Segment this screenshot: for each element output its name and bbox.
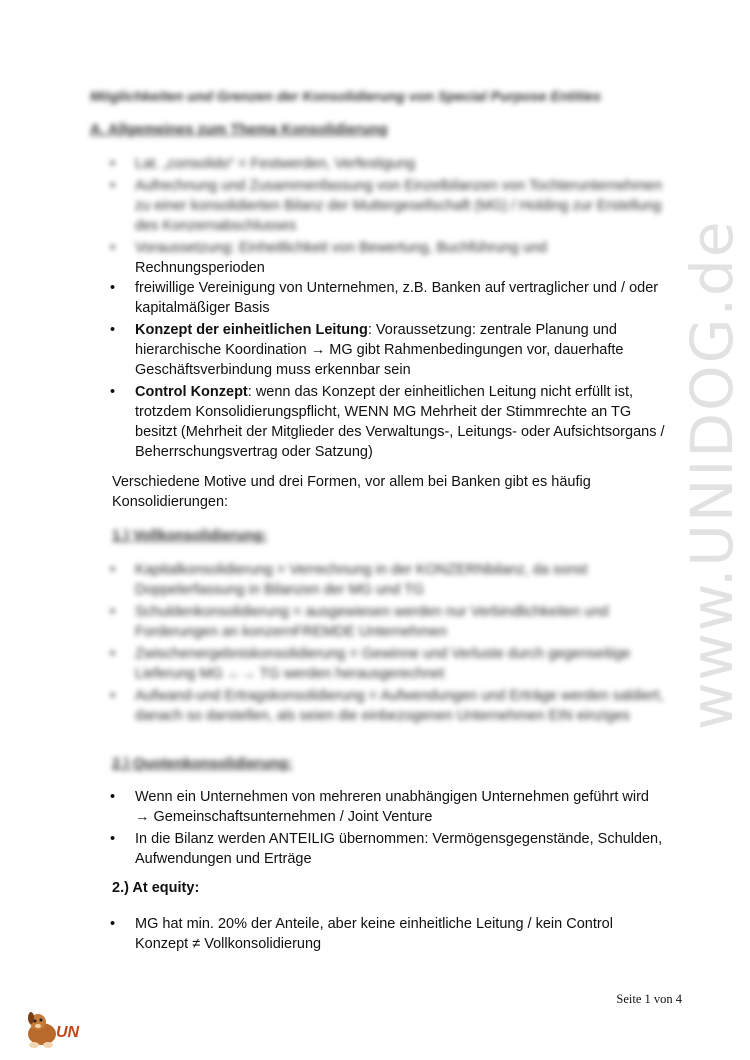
section-2-heading: 2.) Quotenkonsolidierung: bbox=[112, 756, 293, 772]
list-item-bold: Control Konzept bbox=[135, 384, 248, 400]
watermark: www.UNIDOG.de bbox=[678, 219, 746, 730]
list-item-bold: Konzept der einheitlichen Leitung bbox=[135, 322, 368, 338]
page-number: Seite 1 von 4 bbox=[616, 992, 682, 1006]
section-3-heading: 2.) At equity: bbox=[112, 880, 200, 896]
list-item: • Wenn ein Unternehmen von mehreren unabhängigen Unternehmen geführt wird → Gemeinschaftsunternehmen / Joint Venture bbox=[90, 787, 665, 827]
logo-text: UN bbox=[56, 1024, 80, 1041]
list-item-text: : wenn das Konzept der einheitlichen Leitung nicht erfüllt ist, trotzdem Konsolidierungspflicht, WENN MG Mehrheit der Stimmrechte an TG besitzt (Mehrheit der Mitglieder des Verwaltungs-, Leitungs- oder Aufsichtsorgans / Beherrschungsvertrag oder Satzung) bbox=[135, 384, 665, 460]
list-3 bbox=[90, 914, 665, 956]
list-a-clear bbox=[90, 278, 665, 464]
list-1-blurred bbox=[90, 560, 665, 728]
list-item-text: : Voraussetzung: zentrale Planung und hierarchische Koordination → MG gibt Rahmenbedingungen vor, dauerhafte Geschäftsverbindung muss erkennbar sein bbox=[135, 322, 624, 378]
list-item: • Schuldenkonsolidierung = ausgewiesen werden nur Verbindlichkeiten und Forderungen an konzernFREMDE Unternehmen bbox=[90, 602, 665, 642]
section-a-heading: A. Allgemeines zum Thema Konsolidierung bbox=[90, 122, 388, 138]
list-item: • Aufwand-und Ertragskonsolidierung = Aufwendungen und Erträge werden saldiert, danach so darstellen, als seien die einbezogenen Unternehmen EIN einziges bbox=[90, 686, 665, 726]
list-a-tail: Rechnungsperioden bbox=[135, 260, 265, 276]
list-item: • In die Bilanz werden ANTEILIG übernommen: Vermögensgegenstände, Schulden, Aufwendungen und Erträge bbox=[90, 829, 665, 869]
section-1-heading: 1.) Vollkonsolidierung: bbox=[112, 528, 268, 544]
list-item: • Zwischenergebniskonsolidierung = Gewinne und Verluste durch gegenseitige Lieferung MG ←→ TG werden herausgerechnet bbox=[90, 644, 665, 684]
document-title: Möglichkeiten und Grenzen der Konsolidierung von Special Purpose Entities bbox=[90, 88, 602, 104]
list-item: • Lat. „consolido“ = Festwerden, Verfestigung bbox=[90, 154, 665, 174]
list-item bbox=[90, 382, 665, 462]
list-item: • Kapitalkonsolidierung = Verrechnung in der KONZERNbilanz, da sonst Doppelerfassung in Bilanzen der MG und TG bbox=[90, 560, 665, 600]
list-item: • MG hat min. 20% der Anteile, aber keine einheitliche Leitung / kein Control Konzept ≠ Vollkonsolidierung bbox=[90, 914, 665, 954]
list-a-blurred bbox=[90, 154, 665, 260]
dog-logo-icon bbox=[20, 1008, 90, 1050]
list-item bbox=[90, 278, 665, 318]
list-item-text: freiwillige Vereinigung von Unternehmen, z.B. Banken auf vertraglicher und / oder kapitalmäßiger Basis bbox=[135, 280, 659, 316]
list-2 bbox=[90, 787, 665, 871]
list-item: • Voraussetzung: Einheitlichkeit von Bewertung, Buchführung und bbox=[90, 238, 665, 258]
list-item: • Aufrechnung und Zusammenfassung von Einzelbilanzen von Tochterunternehmen zu einer konsolidierten Bilanz der Muttergesellschaft (MG) / Holding zur Erstellung des Konzernabschlusses bbox=[90, 176, 665, 236]
list-item bbox=[90, 320, 665, 380]
intro-paragraph: Verschiedene Motive und drei Formen, vor allem bei Banken gibt es häufig Konsolidierungen: bbox=[112, 474, 591, 510]
